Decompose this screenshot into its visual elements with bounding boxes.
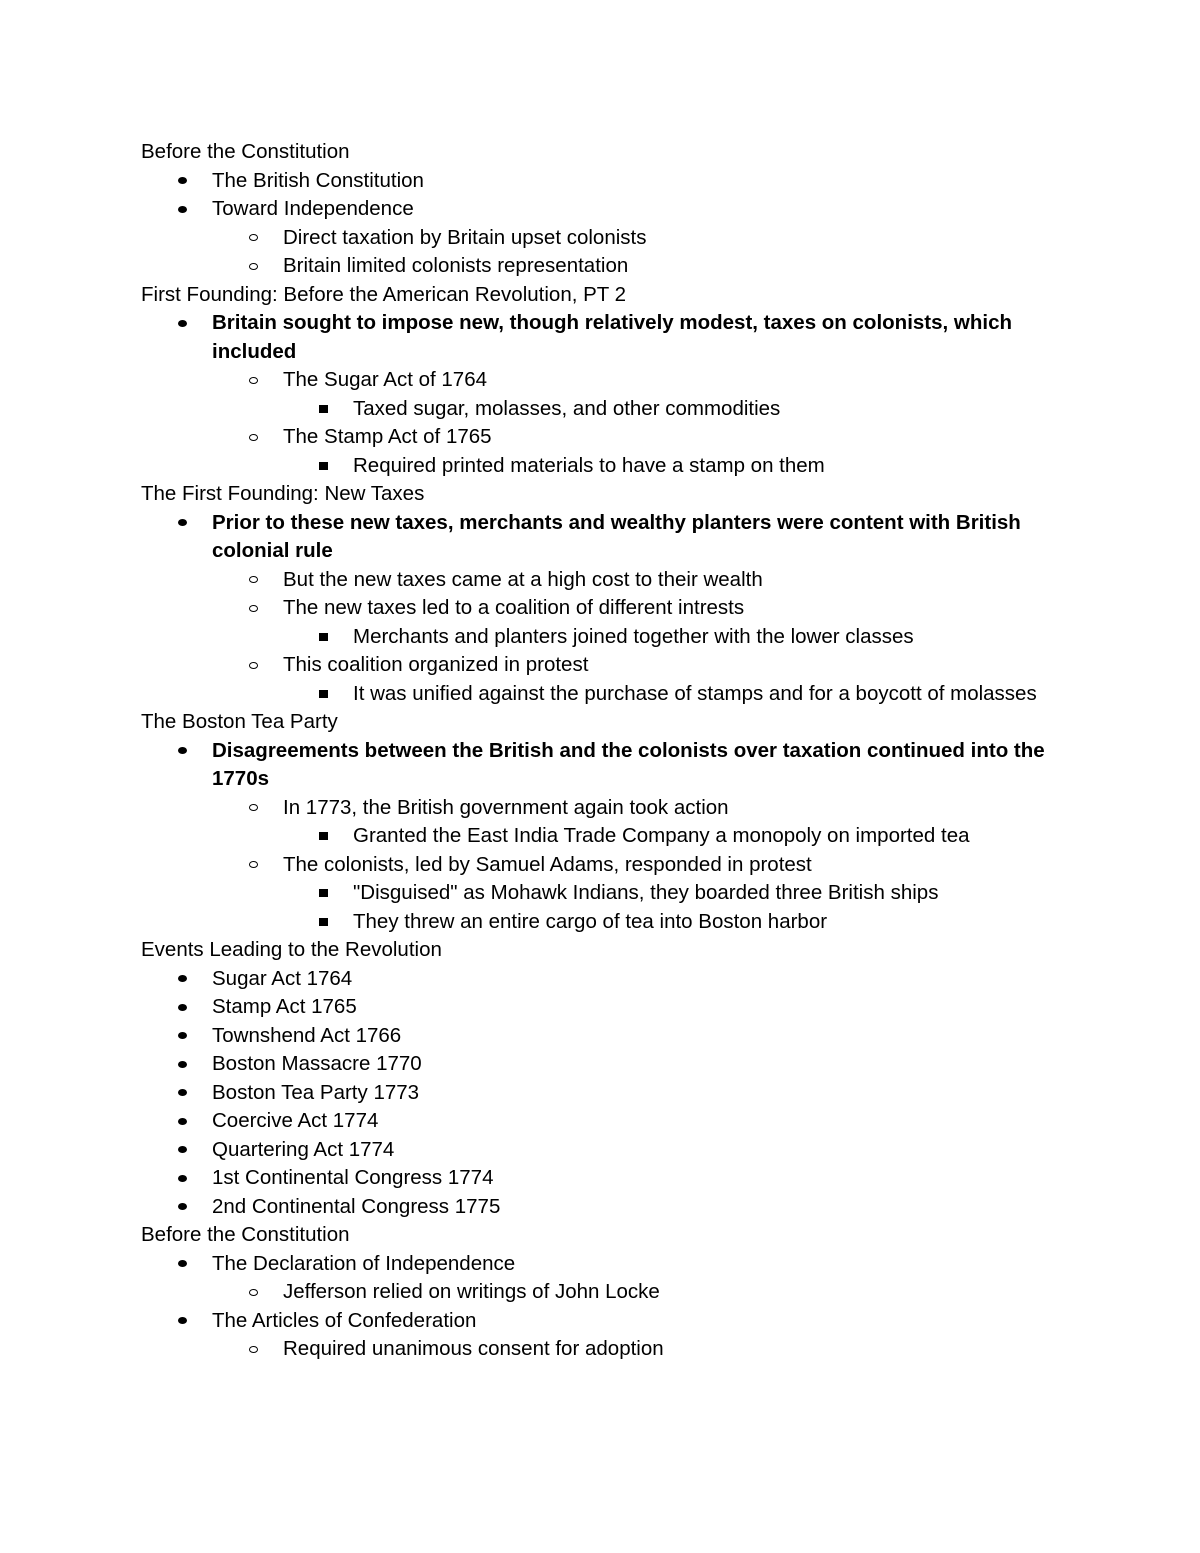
list-item: [141, 423, 1071, 452]
filled-circle-bullet-icon: [178, 195, 187, 224]
list-item: [141, 395, 1071, 424]
list-item: [141, 965, 1071, 994]
list-item: [141, 1079, 1071, 1108]
outline-section: [141, 708, 1071, 936]
hollow-circle-bullet-icon: [249, 1335, 258, 1364]
list-item-text: Britain sought to impose new, though relatively modest, taxes on colonists, which included: [212, 311, 1012, 363]
list-item: [141, 680, 1071, 709]
list-item-text: The Sugar Act of 1764: [283, 368, 487, 391]
filled-circle-bullet-icon: [178, 1193, 187, 1222]
filled-circle-bullet-icon: [178, 1079, 187, 1108]
section-heading: The First Founding: New Taxes: [141, 482, 425, 505]
filled-circle-bullet-icon: [178, 1107, 187, 1136]
hollow-circle-bullet-icon: [249, 651, 258, 680]
list-item-text: Merchants and planters joined together with the lower classes: [353, 624, 914, 648]
section-heading: Before the Constitution: [141, 140, 350, 163]
bullet-list: [141, 1250, 1071, 1364]
list-item-text: The colonists, led by Samuel Adams, responded in protest: [283, 852, 812, 876]
list-item: [141, 879, 1071, 908]
hollow-circle-bullet-icon: [249, 366, 258, 395]
list-item-text: Taxed sugar, molasses, and other commodities: [353, 396, 781, 420]
list-item-text: Boston Massacre 1770: [212, 1052, 422, 1075]
list-item: [141, 1050, 1071, 1079]
section-heading: First Founding: Before the American Revolution, PT 2: [141, 282, 627, 306]
list-item: [141, 1335, 1071, 1364]
hollow-circle-bullet-icon: [249, 594, 258, 623]
filled-circle-bullet-icon: [178, 737, 187, 766]
list-item-text: Townshend Act 1766: [212, 1023, 402, 1047]
filled-circle-bullet-icon: [178, 309, 187, 338]
outline-section: [141, 936, 1071, 1221]
list-item: [141, 252, 1071, 281]
filled-circle-bullet-icon: [178, 965, 187, 994]
hollow-circle-bullet-icon: [249, 794, 258, 823]
filled-circle-bullet-icon: [178, 1136, 187, 1165]
list-item-text: Required printed materials to have a stamp on them: [353, 453, 825, 477]
list-item-text: In 1773, the British government again took action: [283, 795, 729, 819]
list-item: [141, 651, 1071, 680]
filled-circle-bullet-icon: [178, 1022, 187, 1051]
hollow-circle-bullet-icon: [249, 566, 258, 595]
section-heading: Events Leading to the Revolution: [141, 938, 442, 961]
list-item-text: Coercive Act 1774: [212, 1109, 379, 1132]
list-item-text: This coalition organized in protest: [283, 653, 589, 676]
section-heading: The Boston Tea Party: [141, 710, 338, 733]
list-item: [141, 1164, 1071, 1193]
bullet-list: [141, 737, 1071, 937]
list-item: [141, 1136, 1071, 1165]
list-item: [141, 224, 1071, 253]
list-item-text: Sugar Act 1764: [212, 966, 353, 990]
list-item-text: The new taxes led to a coalition of different intrests: [283, 596, 745, 619]
square-bullet-icon: [319, 908, 328, 937]
list-item: [141, 566, 1071, 595]
square-bullet-icon: [319, 395, 328, 424]
list-item: [141, 1278, 1071, 1307]
list-item: [141, 851, 1071, 880]
list-item: [141, 737, 1071, 794]
bullet-list: [141, 309, 1071, 480]
list-item-text: The Stamp Act of 1765: [283, 425, 492, 448]
list-item: [141, 623, 1071, 652]
square-bullet-icon: [319, 680, 328, 709]
hollow-circle-bullet-icon: [249, 423, 258, 452]
list-item: [141, 993, 1071, 1022]
hollow-circle-bullet-icon: [249, 851, 258, 880]
filled-circle-bullet-icon: [178, 167, 187, 196]
bullet-list: [141, 509, 1071, 709]
list-item-text: Prior to these new taxes, merchants and wealthy planters were content with British colonial rule: [212, 510, 1021, 562]
list-item-text: Boston Tea Party 1773: [212, 1080, 420, 1104]
list-item-text: Toward Independence: [212, 197, 414, 220]
filled-circle-bullet-icon: [178, 1250, 187, 1279]
outline-section: [141, 1221, 1071, 1364]
square-bullet-icon: [319, 452, 328, 481]
square-bullet-icon: [319, 879, 328, 908]
square-bullet-icon: [319, 623, 328, 652]
list-item-text: They threw an entire cargo of tea into Boston harbor: [353, 909, 828, 933]
list-item: [141, 1250, 1071, 1279]
list-item-text: Granted the East India Trade Company a monopoly on imported tea: [353, 824, 970, 847]
list-item-text: It was unified against the purchase of stamps and for a boycott of molasses: [353, 681, 1037, 705]
hollow-circle-bullet-icon: [249, 1278, 258, 1307]
list-item: [141, 908, 1071, 937]
list-item-text: The Declaration of Independence: [212, 1251, 516, 1275]
list-item: [141, 794, 1071, 823]
outline-section: [141, 480, 1071, 708]
square-bullet-icon: [319, 822, 328, 851]
list-item: [141, 1193, 1071, 1222]
bullet-list: [141, 965, 1071, 1222]
list-item: [141, 1307, 1071, 1336]
filled-circle-bullet-icon: [178, 1307, 187, 1336]
list-item-text: "Disguised" as Mohawk Indians, they boarded three British ships: [353, 881, 939, 904]
list-item-text: 2nd Continental Congress 1775: [212, 1194, 501, 1218]
list-item-text: 1st Continental Congress 1774: [212, 1166, 494, 1189]
list-item: [141, 1107, 1071, 1136]
list-item-text: Stamp Act 1765: [212, 995, 357, 1018]
filled-circle-bullet-icon: [178, 1050, 187, 1079]
section-heading: Before the Constitution: [141, 1223, 350, 1246]
outline-section: [141, 281, 1071, 481]
bullet-list: [141, 167, 1071, 281]
hollow-circle-bullet-icon: [249, 252, 258, 281]
list-item: [141, 195, 1071, 224]
list-item-text: The British Constitution: [212, 168, 424, 192]
list-item: [141, 167, 1071, 196]
list-item: [141, 1022, 1071, 1051]
list-item-text: Jefferson relied on writings of John Locke: [283, 1280, 660, 1303]
list-item: [141, 822, 1071, 851]
filled-circle-bullet-icon: [178, 993, 187, 1022]
list-item-text: Required unanimous consent for adoption: [283, 1337, 664, 1360]
list-item-text: Quartering Act 1774: [212, 1137, 395, 1161]
list-item-text: Britain limited colonists representation: [283, 254, 629, 277]
list-item: [141, 594, 1071, 623]
list-item-text: But the new taxes came at a high cost to their wealth: [283, 567, 763, 591]
list-item: [141, 509, 1071, 566]
outline-section: [141, 138, 1071, 281]
list-item-text: Direct taxation by Britain upset colonists: [283, 225, 647, 249]
list-item: [141, 309, 1071, 366]
list-item: [141, 452, 1071, 481]
filled-circle-bullet-icon: [178, 1164, 187, 1193]
list-item: [141, 366, 1071, 395]
hollow-circle-bullet-icon: [249, 224, 258, 253]
filled-circle-bullet-icon: [178, 509, 187, 538]
list-item-text: Disagreements between the British and the colonists over taxation continued into the 1770s: [212, 738, 1045, 790]
list-item-text: The Articles of Confederation: [212, 1308, 477, 1332]
document-body: [141, 138, 1071, 1364]
